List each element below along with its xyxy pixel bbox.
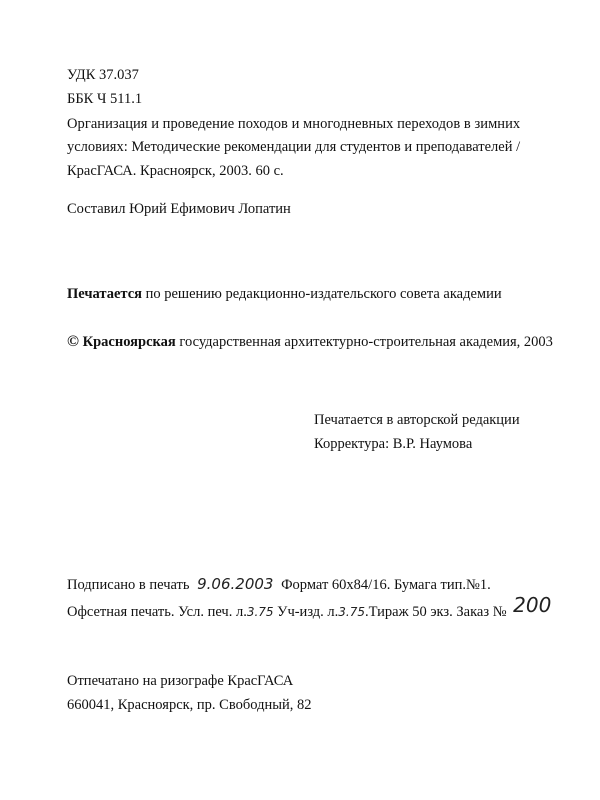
edition-note: Печатается в авторской редакции xyxy=(314,412,520,428)
print-sheets-handwritten: 3.75 xyxy=(246,605,274,619)
print-decision-rest: по решению редакционно-издательского совета академии xyxy=(141,286,502,302)
printer-address: 660041, Красноярск, пр. Свободный, 82 xyxy=(67,697,312,713)
format-info: Формат 60x84/16. Бумага тип.№1. xyxy=(281,577,491,593)
edu-sheets-label: Уч-изд. л. xyxy=(273,604,339,620)
imprint-line-2 xyxy=(67,593,552,621)
printer-line-1: Отпечатано на ризографе КрасГАСА xyxy=(67,673,294,689)
copyright-rest: государственная архитектурно-строительная академия, 2003 xyxy=(175,334,553,350)
udk-code: УДК 37.037 xyxy=(67,67,139,83)
signed-label: Подписано в печать xyxy=(67,577,190,593)
description-line-2: условиях: Методические рекомендации для студентов и преподавателей / xyxy=(67,139,521,155)
proofreader: Корректура: В.Р. Наумова xyxy=(314,436,473,452)
description-line-3: КрасГАСА. Красноярск, 2003. 60 с. xyxy=(67,163,284,179)
author-credit: Составил Юрий Ефимович Лопатин xyxy=(67,201,291,217)
copyright-symbol: © xyxy=(67,333,79,350)
description-line-1: Организация и проведение походов и многодневных переходов в зимних xyxy=(67,116,521,132)
edu-sheets-handwritten: 3.75 xyxy=(338,605,365,619)
print-decision xyxy=(67,285,502,303)
print-decision-lead: Печатается xyxy=(67,286,142,302)
copyright-line xyxy=(67,333,553,351)
print-run-label: .Тираж 50 экз. Заказ № xyxy=(365,604,507,620)
order-number-handwritten: 200 xyxy=(513,593,552,617)
signed-date-handwritten: 9.06.2003 xyxy=(197,575,274,593)
imprint-line-1 xyxy=(67,575,491,594)
bbk-code: ББК Ч 511.1 xyxy=(67,91,143,107)
copyright-lead: Красноярская xyxy=(82,334,176,350)
offset-print-label: Офсетная печать. Усл. печ. л. xyxy=(67,604,247,620)
